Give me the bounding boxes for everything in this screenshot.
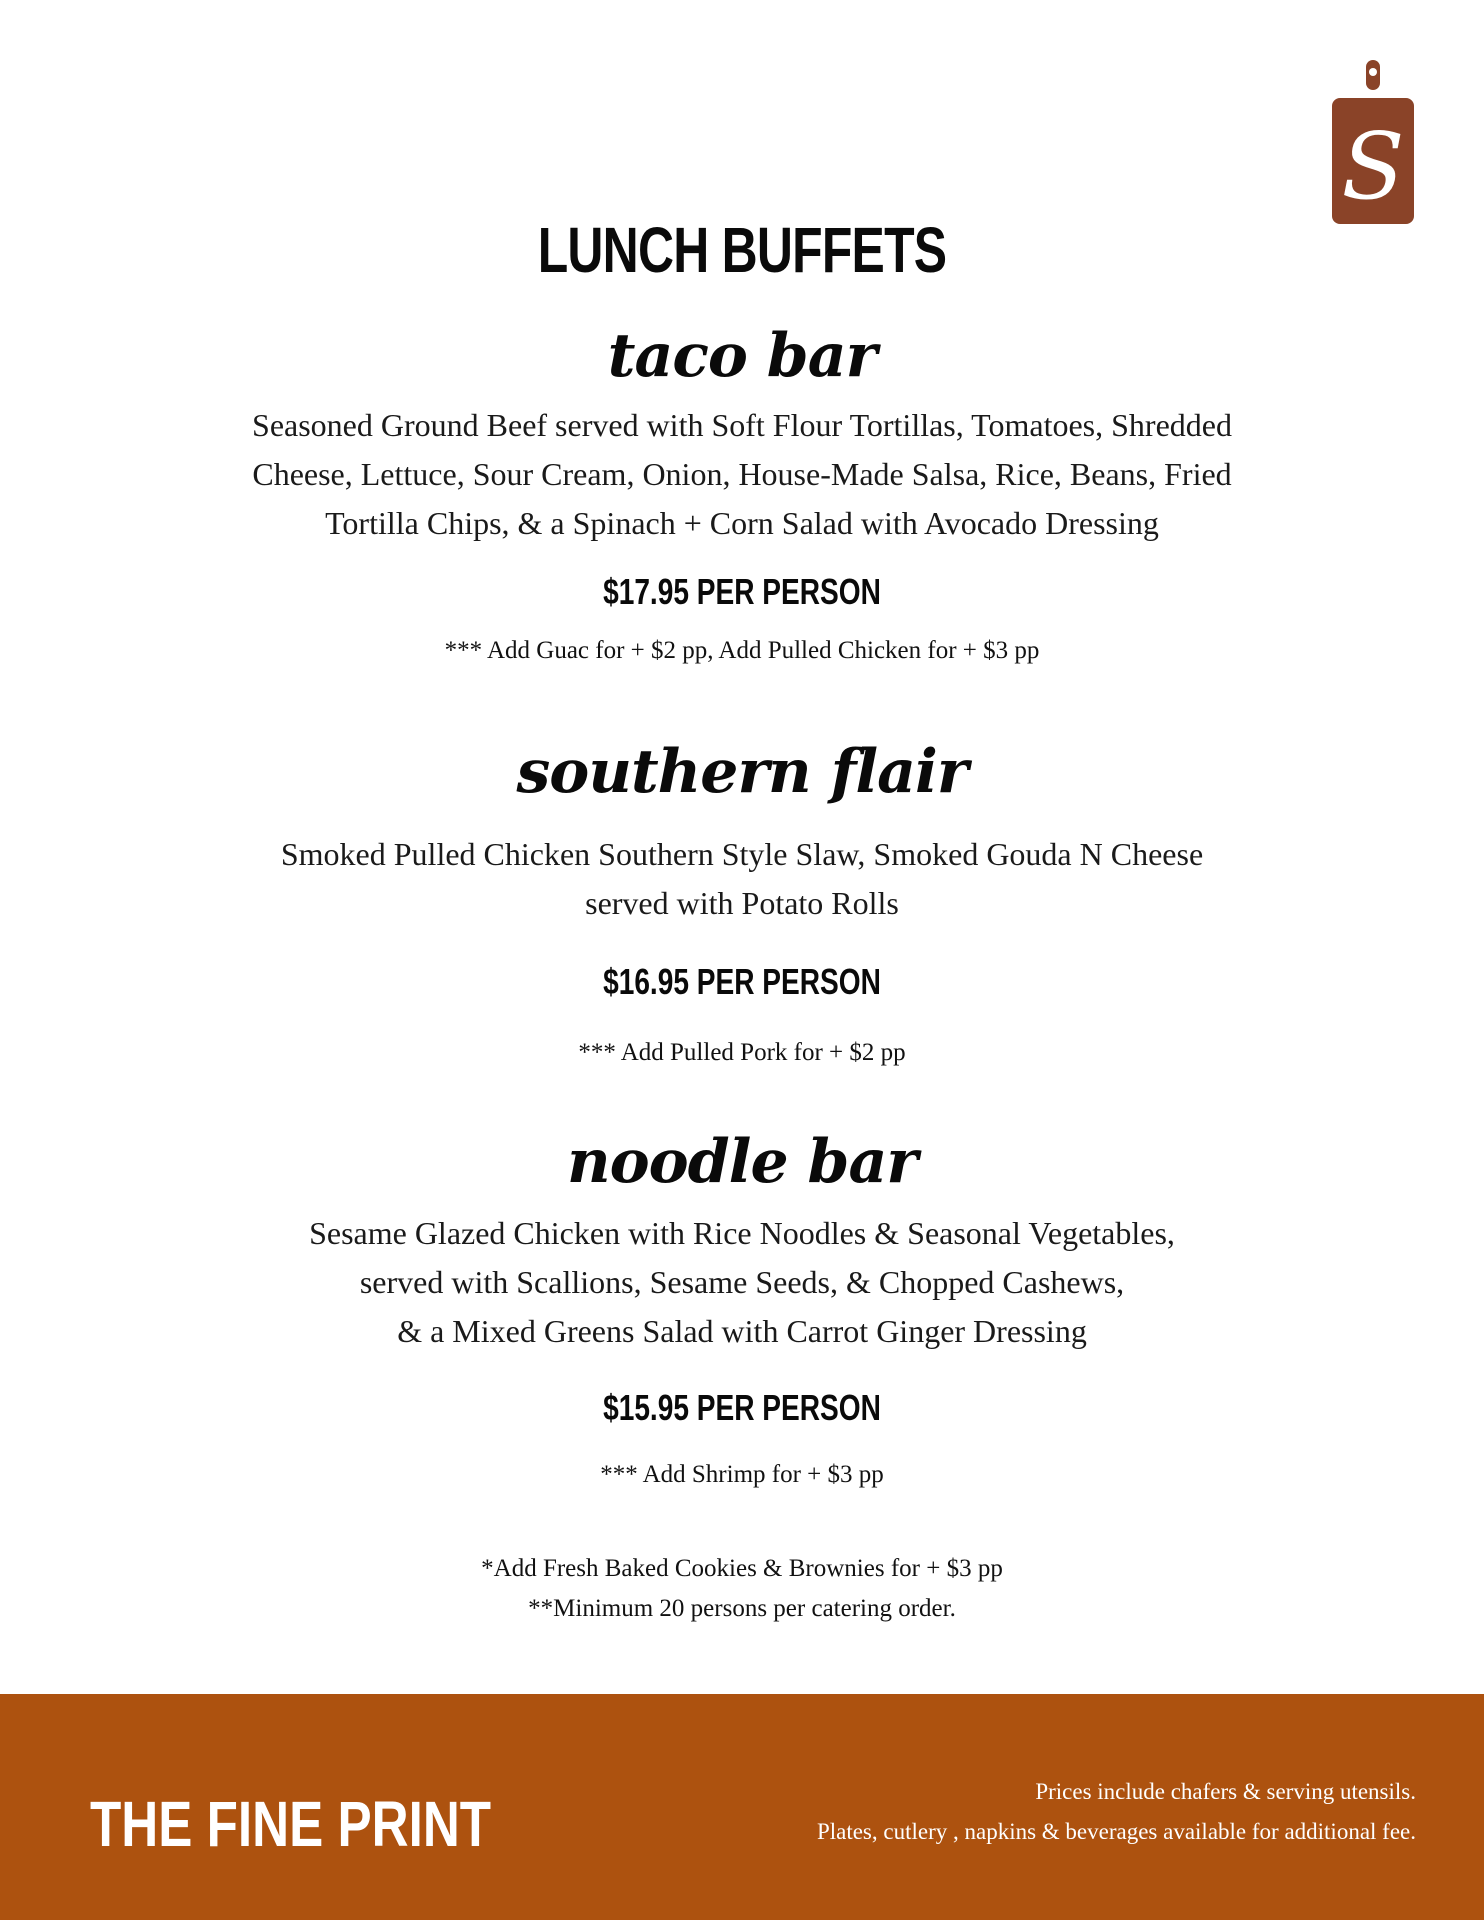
footnote-minimum: **Minimum 20 persons per catering order. — [528, 1595, 956, 1622]
footer-note: Plates, cutlery , napkins & beverages available for additional fee. — [816, 1819, 1416, 1844]
description-line: Tortilla Chips, & a Spinach + Corn Salad with Avocado Dressing — [325, 505, 1159, 541]
footnote-cookies: *Add Fresh Baked Cookies & Brownies for + $3 pp — [481, 1555, 1003, 1582]
description-line: Cheese, Lettuce, Sour Cream, Onion, House-Made Salsa, Rice, Beans, Fried — [252, 456, 1232, 492]
footer-title: THE FINE PRINT — [90, 1788, 492, 1860]
footer-notes — [817, 1772, 1416, 1852]
addon-noodle-bar: *** Add Shrimp for + $3 pp — [600, 1461, 884, 1488]
section-description-noodle-bar — [0, 1209, 1484, 1356]
price-taco-bar: $17.95 PER PERSON — [603, 571, 881, 612]
footer-note: Prices include chafers & serving utensils. — [1035, 1779, 1416, 1804]
price-noodle-bar: $15.95 PER PERSON — [603, 1387, 881, 1428]
description-line: served with Potato Rolls — [585, 885, 899, 921]
section-description-southern-flair — [0, 830, 1484, 928]
price-southern-flair: $16.95 PER PERSON — [603, 961, 881, 1002]
footnotes — [0, 1549, 1484, 1629]
addon-taco-bar: *** Add Guac for + $2 pp, Add Pulled Chicken for + $3 pp — [444, 637, 1040, 664]
description-line: served with Scallions, Sesame Seeds, & Chopped Cashews, — [359, 1264, 1125, 1300]
section-title-taco-bar: taco bar — [607, 321, 877, 391]
description-line: Sesame Glazed Chicken with Rice Noodles & Seasonal Vegetables, — [309, 1215, 1175, 1251]
cutting-board-logo-icon — [1328, 58, 1418, 228]
fine-print-footer — [0, 1694, 1484, 1920]
section-description-taco-bar — [0, 401, 1484, 548]
section-title-noodle-bar: noodle bar — [567, 1127, 917, 1197]
page-title: LUNCH BUFFETS — [537, 214, 947, 286]
section-title-southern-flair: southern flair — [516, 737, 968, 807]
addon-southern-flair: *** Add Pulled Pork for + $2 pp — [578, 1039, 906, 1066]
description-line: Smoked Pulled Chicken Southern Style Slaw, Smoked Gouda N Cheese — [280, 836, 1204, 872]
logo-letter: S — [1341, 113, 1405, 220]
description-line: & a Mixed Greens Salad with Carrot Ginger Dressing — [397, 1313, 1087, 1349]
description-line: Seasoned Ground Beef served with Soft Flour Tortillas, Tomatoes, Shredded — [252, 407, 1232, 443]
